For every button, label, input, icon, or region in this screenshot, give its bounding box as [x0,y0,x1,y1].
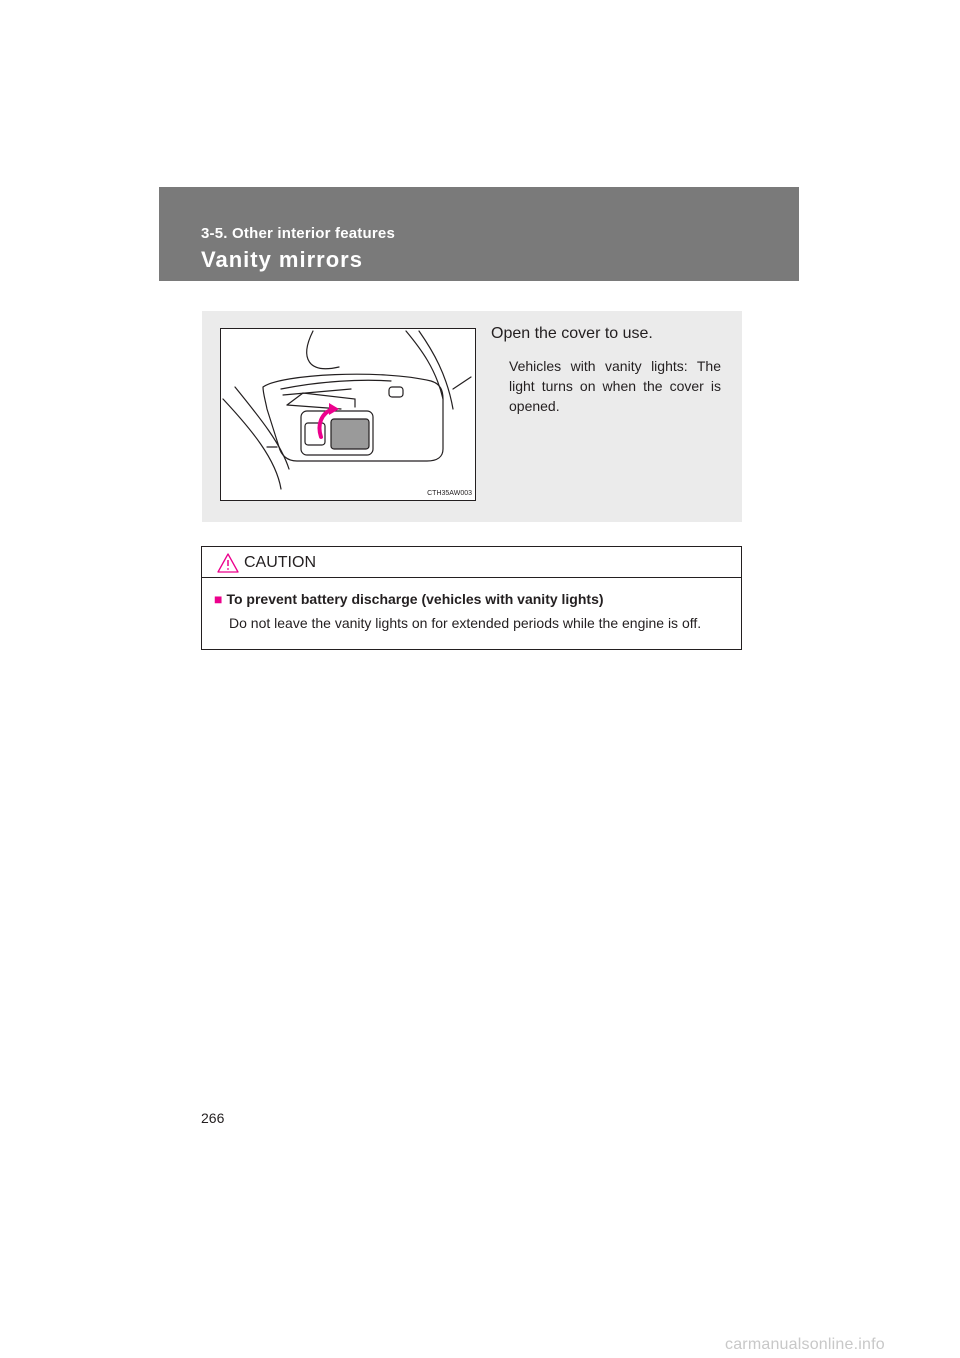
caution-body-text: Do not leave the vanity lights on for extended periods while the engine is off. [229,615,702,631]
section-header-band [159,187,799,281]
sun-visor-drawing [221,329,476,501]
instruction-panel [202,311,742,522]
figure-code: CTH35AW003 [427,490,472,497]
caution-heading [214,591,604,607]
caution-heading-text: To prevent battery discharge (vehicles with vanity lights) [226,591,604,607]
caution-box [201,546,742,650]
watermark: carmanualsonline.info [725,1336,885,1353]
bullet-square-icon: ■ [214,591,223,607]
warning-triangle-icon [217,553,239,573]
vanity-mirror-illustration [220,328,476,501]
page-title: Vanity mirrors [201,247,363,272]
instruction-note-text: Vehicles with vanity lights: The light turns on when the cover is opened. [509,358,721,414]
caution-title: CAUTION [244,554,316,571]
caution-header [202,547,741,578]
section-label: 3-5. Other interior features [201,225,395,242]
instruction-main-text: Open the cover to use. [491,325,653,342]
page-number: 266 [201,1110,225,1126]
